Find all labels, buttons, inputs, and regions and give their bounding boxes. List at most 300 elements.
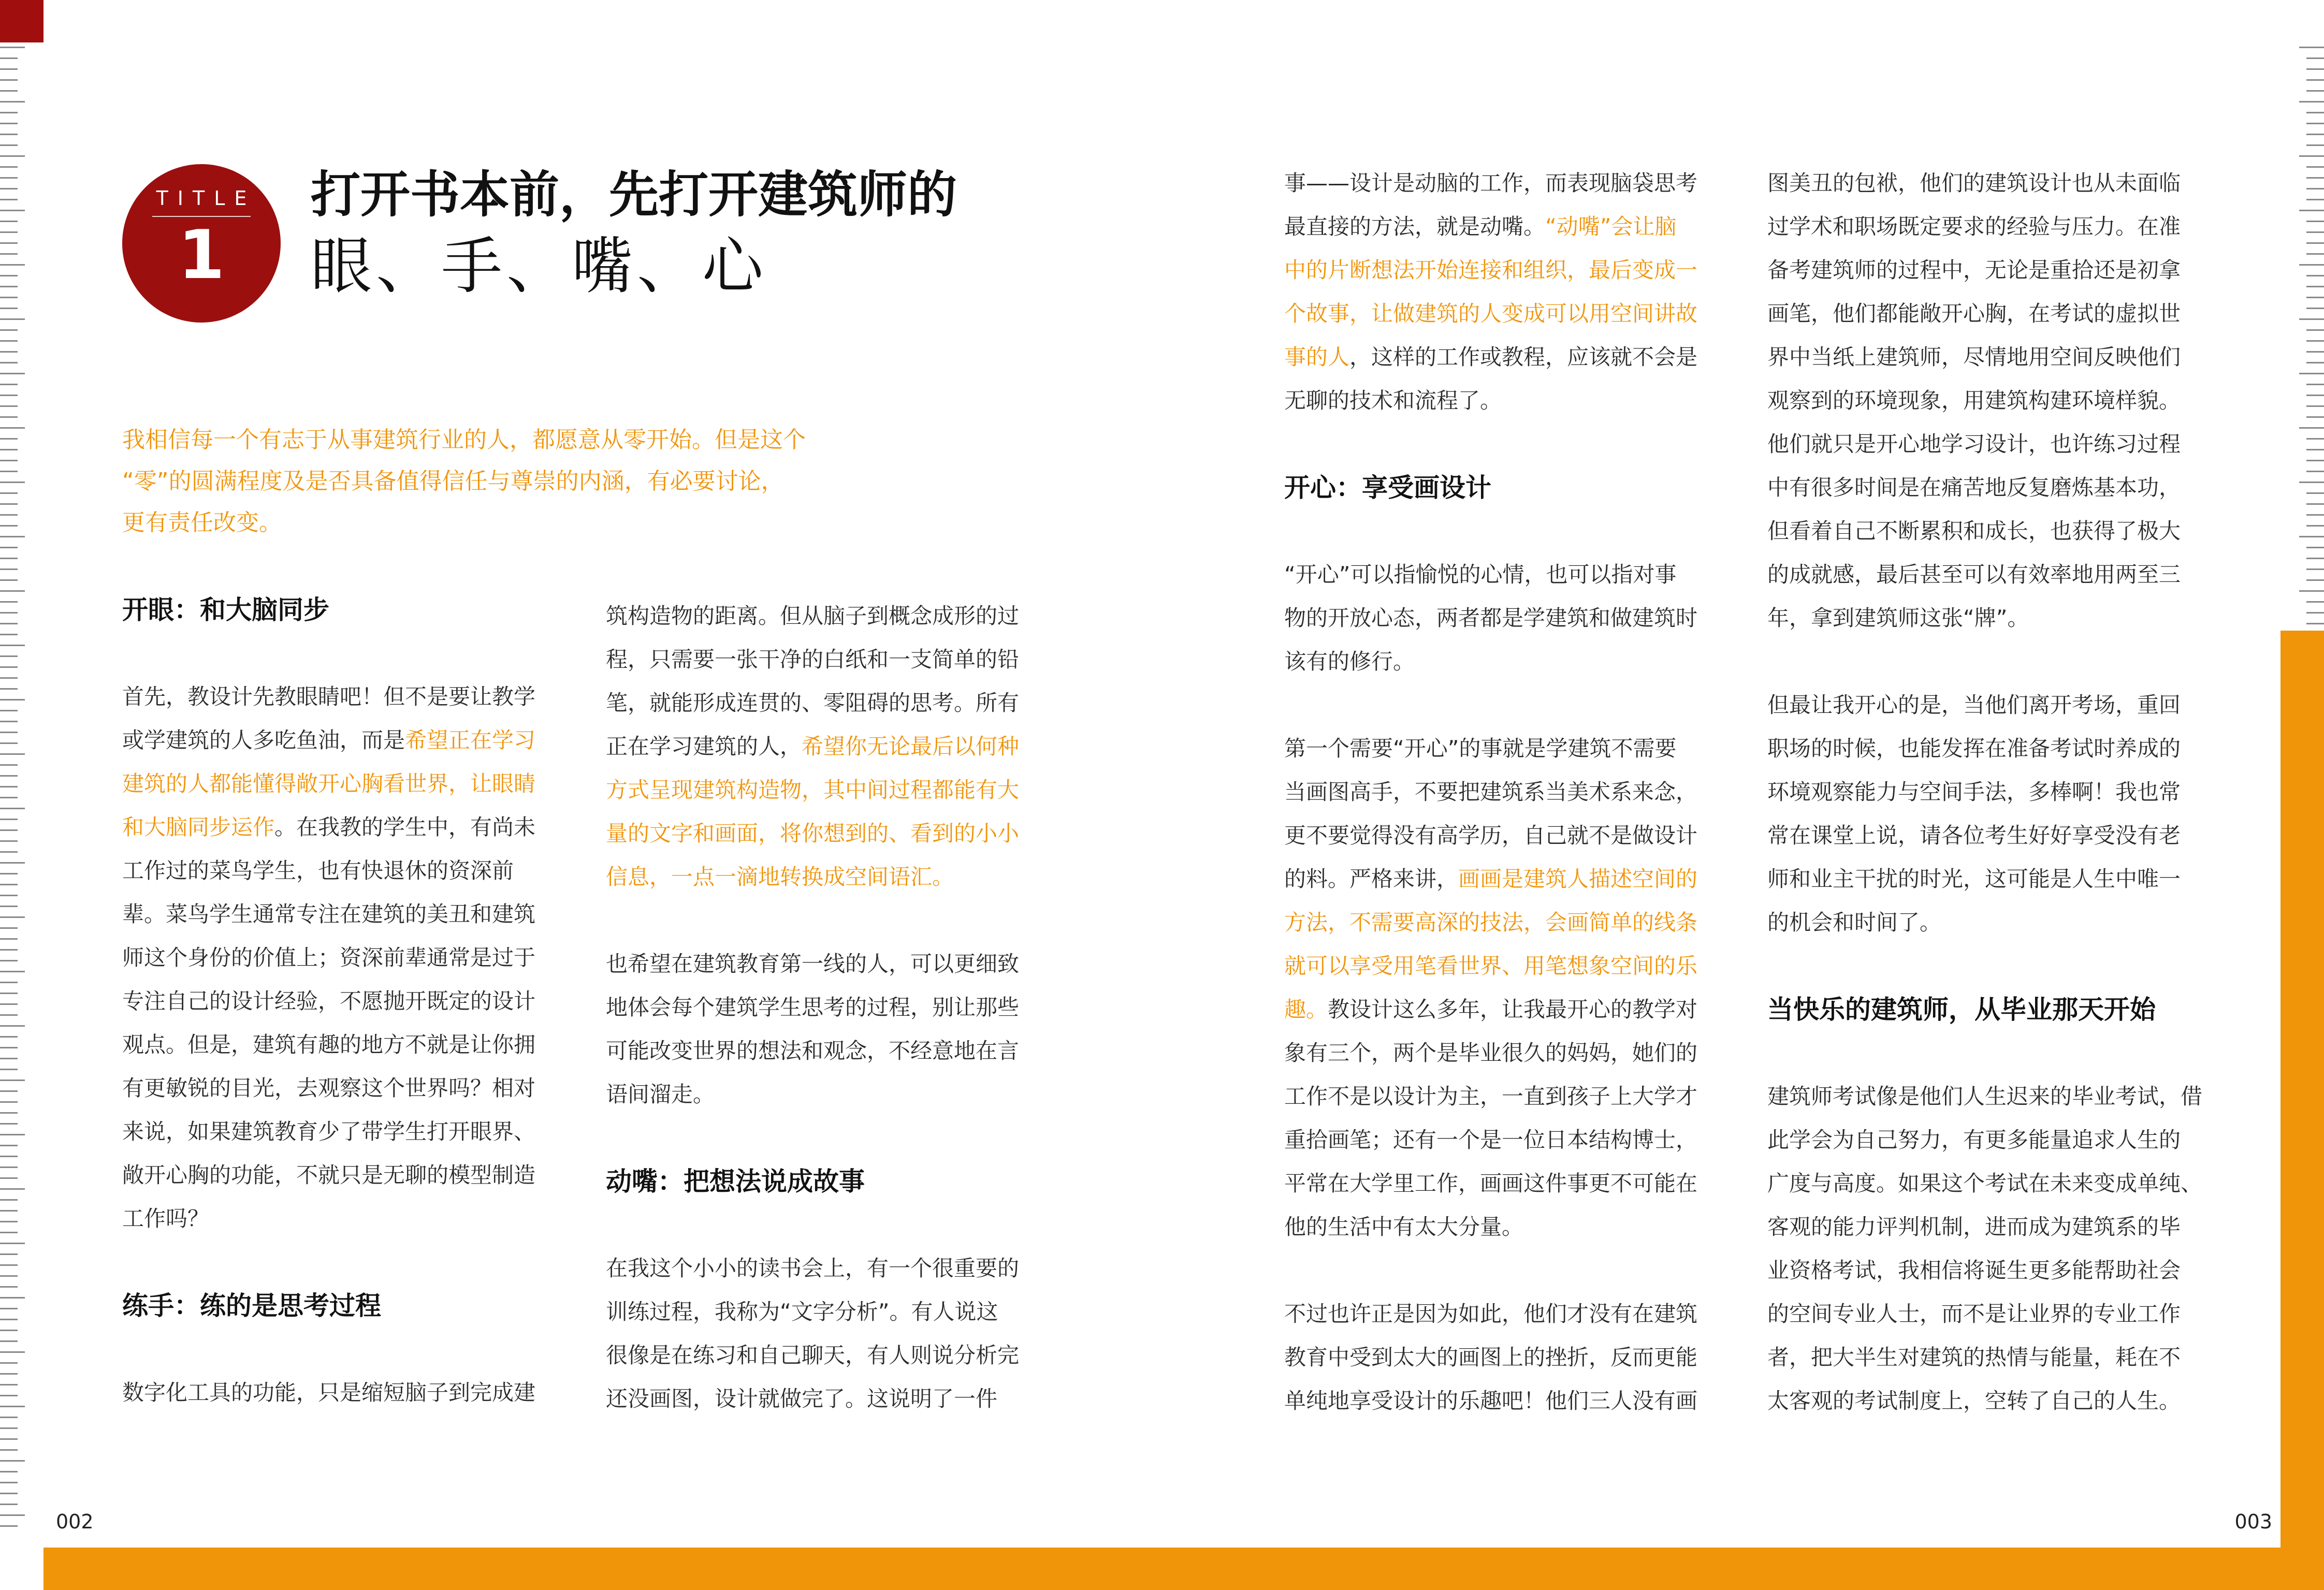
paragraph-spacer bbox=[606, 1116, 1051, 1160]
ruler-tick bbox=[0, 438, 18, 440]
right-accent-bar bbox=[2281, 631, 2324, 1549]
body-text: 师和业主干扰的时光，这可能是人生中唯一 bbox=[1767, 866, 2181, 892]
ruler-tick bbox=[0, 1003, 18, 1005]
body-text: 。在我教的学生中，有尚未 bbox=[274, 814, 536, 840]
body-text: 广度与高度。如果这个考试在未来变成单纯、 bbox=[1767, 1171, 2203, 1196]
body-text: 太客观的考试制度上，空转了自己的人生。 bbox=[1767, 1388, 2181, 1413]
ruler-tick bbox=[0, 786, 18, 787]
section-heading: 开心：享受画设计 bbox=[1284, 473, 1491, 503]
ruler-tick bbox=[0, 449, 18, 450]
ruler-tick bbox=[0, 971, 25, 972]
ruler-tick bbox=[0, 1384, 18, 1385]
ruler-tick bbox=[0, 688, 18, 690]
body-text-line bbox=[1284, 1379, 1730, 1423]
body-text: ，这样的工作或教程，应该就不会是 bbox=[1349, 344, 1698, 370]
ruler-tick bbox=[2306, 579, 2324, 581]
ruler-tick bbox=[2306, 492, 2324, 494]
body-text: 环境观察能力与空间手法，多棒啊！我也常 bbox=[1767, 779, 2181, 805]
ruler-tick bbox=[0, 1199, 18, 1201]
ruler-tick bbox=[0, 318, 25, 320]
ruler-tick bbox=[2299, 482, 2324, 483]
body-text: 工作过的菜鸟学生，也有快退休的资深前 bbox=[122, 858, 514, 883]
intro-paragraph bbox=[122, 419, 951, 544]
ruler-tick bbox=[0, 525, 18, 527]
ruler-tick bbox=[2306, 525, 2324, 527]
ruler-tick bbox=[0, 231, 18, 233]
left-ruler-margin bbox=[0, 47, 26, 1533]
ruler-tick bbox=[0, 177, 18, 179]
ruler-tick bbox=[0, 1297, 25, 1299]
ruler-tick bbox=[0, 906, 18, 907]
ruler-tick bbox=[0, 1504, 18, 1505]
ruler-tick bbox=[0, 666, 18, 668]
ruler-tick bbox=[0, 558, 18, 559]
body-text: 观察到的环境现象，用建筑构建环境样貌。 bbox=[1767, 388, 2181, 413]
body-text: 更不要觉得没有高学历，自己就不是做设计 bbox=[1284, 823, 1698, 848]
page-number-left: 002 bbox=[56, 1510, 94, 1533]
body-text: 该有的修行。 bbox=[1284, 649, 1415, 674]
ruler-tick bbox=[0, 427, 25, 429]
page-number-right: 003 bbox=[2234, 1510, 2272, 1533]
ruler-tick bbox=[0, 623, 18, 624]
body-text-line bbox=[1284, 553, 1730, 596]
body-text: 职场的时候，也能发挥在准备考试时养成的 bbox=[1767, 736, 2181, 761]
ruler-tick bbox=[2306, 199, 2324, 200]
body-text: 图美丑的包袱，他们的建筑设计也从未面临 bbox=[1767, 170, 2181, 196]
body-text-line bbox=[1767, 1118, 2213, 1162]
badge-number: 1 bbox=[178, 215, 225, 294]
body-text-line bbox=[1767, 770, 2213, 814]
ruler-tick bbox=[0, 829, 18, 831]
ruler-tick bbox=[2299, 264, 2324, 266]
body-text-line bbox=[1284, 901, 1730, 944]
ruler-tick bbox=[2306, 188, 2324, 189]
body-text: 地体会每个建筑学生思考的过程，别让那些 bbox=[606, 995, 1020, 1020]
body-text: “开心”可以指愉悦的心情，也可以指对事 bbox=[1284, 562, 1677, 587]
body-text-line bbox=[1767, 1249, 2213, 1292]
body-text: 重拾画笔；还有一个是一位日本结构博士， bbox=[1284, 1127, 1698, 1153]
body-text-line bbox=[1767, 1379, 2213, 1423]
ruler-tick bbox=[0, 797, 18, 798]
ruler-tick bbox=[0, 862, 25, 864]
body-text-line bbox=[1284, 1162, 1730, 1205]
ruler-tick bbox=[0, 1188, 25, 1190]
ruler-tick bbox=[0, 634, 18, 635]
highlighted-text: 希望你无论最后以何种 bbox=[802, 734, 1020, 759]
ruler-tick bbox=[0, 1014, 18, 1016]
body-text: 还没画图，设计就做完了。这说明了一件 bbox=[606, 1386, 998, 1411]
body-text-line bbox=[1767, 249, 2213, 292]
ruler-tick bbox=[0, 514, 18, 516]
body-text-line bbox=[606, 1029, 1051, 1073]
body-text: 数字化工具的功能，只是缩短脑子到完成建 bbox=[122, 1380, 536, 1405]
ruler-tick bbox=[0, 840, 18, 842]
ruler-tick bbox=[0, 123, 18, 124]
section-heading: 当快乐的建筑师，从毕业那天开始 bbox=[1767, 995, 2156, 1025]
ruler-tick bbox=[0, 1449, 18, 1451]
body-text: 师这个身份的价值上；资深前辈通常是过于 bbox=[122, 945, 536, 970]
body-text: 画笔，他们都能敞开心胸，在考试的虚拟世 bbox=[1767, 301, 2181, 326]
ruler-tick bbox=[0, 710, 18, 711]
ruler-tick bbox=[2306, 416, 2324, 418]
body-text: 敞开心胸的功能，不就只是无聊的模型制造 bbox=[122, 1162, 536, 1188]
ruler-tick bbox=[0, 1395, 18, 1396]
ruler-tick bbox=[2306, 405, 2324, 407]
body-text-line bbox=[606, 1290, 1051, 1334]
body-text-line bbox=[1284, 1205, 1730, 1249]
body-text-line bbox=[606, 768, 1051, 812]
ruler-tick bbox=[0, 764, 18, 766]
ruler-tick bbox=[0, 384, 18, 385]
ruler-tick bbox=[0, 1330, 18, 1331]
ruler-tick bbox=[0, 351, 18, 353]
ruler-tick bbox=[0, 1373, 18, 1375]
ruler-tick bbox=[2306, 275, 2324, 276]
ruler-tick bbox=[0, 188, 18, 189]
ruler-tick bbox=[0, 492, 18, 494]
body-text-line bbox=[1767, 422, 2213, 466]
ruler-tick bbox=[0, 1275, 18, 1277]
ruler-tick bbox=[2306, 286, 2324, 287]
body-text-line bbox=[1767, 901, 2213, 944]
highlighted-text: 中的片断想法开始连接和组织，最后变成一 bbox=[1284, 257, 1698, 283]
body-text: 的料。严格来讲， bbox=[1284, 866, 1459, 892]
ruler-tick bbox=[0, 471, 18, 472]
ruler-tick bbox=[2306, 90, 2324, 92]
body-text-line bbox=[122, 849, 568, 893]
ruler-tick bbox=[0, 1351, 25, 1353]
body-text-line bbox=[1284, 944, 1730, 988]
body-text: 者，把大半生对建筑的热情与能量，耗在不 bbox=[1767, 1345, 2181, 1370]
body-text-line bbox=[606, 1377, 1051, 1421]
body-text-line bbox=[606, 812, 1051, 855]
ruler-tick bbox=[0, 1134, 25, 1135]
ruler-tick bbox=[2306, 297, 2324, 298]
body-text-line bbox=[1284, 988, 1730, 1031]
ruler-tick bbox=[0, 1525, 18, 1527]
ruler-tick bbox=[0, 1025, 25, 1027]
body-text-line bbox=[1767, 466, 2213, 509]
ruler-tick bbox=[2306, 221, 2324, 222]
body-text: 可能改变世界的想法和观念，不经意地在言 bbox=[606, 1038, 1020, 1063]
ruler-tick bbox=[0, 1090, 18, 1092]
chapter-title-line2: 眼、手、嘴、心 bbox=[311, 230, 768, 302]
body-text: 事——设计是动脑的工作，而表现脑袋思考 bbox=[1284, 170, 1698, 196]
body-text: 业资格考试，我相信将诞生更多能帮助社会 bbox=[1767, 1258, 2181, 1283]
ruler-tick bbox=[0, 460, 18, 461]
body-text-line bbox=[1284, 1075, 1730, 1118]
body-text: 辈。菜鸟学生通常专注在建筑的美丑和建筑 bbox=[122, 901, 536, 927]
body-text: 第一个需要“开心”的事就是学建筑不需要 bbox=[1284, 736, 1677, 761]
ruler-tick bbox=[0, 144, 18, 146]
body-text-line bbox=[122, 1023, 568, 1067]
ruler-tick bbox=[2306, 460, 2324, 461]
body-text-line bbox=[1284, 1118, 1730, 1162]
body-text-line bbox=[122, 980, 568, 1023]
ruler-tick bbox=[0, 895, 18, 896]
text-column-4 bbox=[1767, 162, 2213, 1423]
text-column-3 bbox=[1284, 162, 1730, 1423]
body-text: 但最让我开心的是，当他们离开考场，重回 bbox=[1767, 692, 2181, 718]
body-text: 过学术和职场既定要求的经验与压力。在准 bbox=[1767, 214, 2181, 239]
ruler-tick bbox=[0, 373, 25, 374]
body-text-line bbox=[122, 1197, 568, 1241]
ruler-tick bbox=[0, 1101, 18, 1103]
body-text-line bbox=[1284, 1336, 1730, 1379]
ruler-tick bbox=[0, 155, 25, 157]
ruler-tick bbox=[2306, 395, 2324, 396]
ruler-tick bbox=[0, 982, 18, 983]
ruler-tick bbox=[2306, 144, 2324, 146]
paragraph-spacer bbox=[122, 1328, 568, 1371]
ruler-tick bbox=[0, 362, 18, 363]
body-text-line bbox=[122, 1110, 568, 1154]
body-text: 物的开放心态，两者都是学建筑和做建筑时 bbox=[1284, 605, 1698, 631]
ruler-tick bbox=[0, 134, 18, 135]
ruler-tick bbox=[0, 993, 18, 994]
highlighted-text: 建筑的人都能懂得敞开心胸看世界，让眼睛 bbox=[122, 771, 536, 796]
ruler-tick bbox=[0, 645, 25, 646]
ruler-tick bbox=[2306, 547, 2324, 548]
ruler-tick bbox=[0, 732, 18, 733]
body-text-line bbox=[606, 725, 1051, 768]
body-text-line bbox=[606, 1334, 1051, 1377]
ruler-tick bbox=[0, 264, 25, 266]
body-text-line bbox=[1284, 249, 1730, 292]
body-text: 首先，教设计先教眼睛吧！但不是要让教学 bbox=[122, 684, 536, 709]
highlighted-text: “动嘴”会让脑 bbox=[1545, 214, 1677, 239]
body-text: 语间溜走。 bbox=[606, 1082, 715, 1107]
body-text-line bbox=[606, 681, 1051, 725]
ruler-tick bbox=[0, 405, 18, 407]
ruler-tick bbox=[0, 210, 25, 211]
ruler-tick bbox=[0, 1069, 18, 1070]
ruler-tick bbox=[2306, 351, 2324, 353]
body-text-line bbox=[122, 893, 568, 936]
ruler-tick bbox=[0, 166, 18, 168]
body-text-line bbox=[1284, 335, 1730, 379]
ruler-tick bbox=[0, 79, 18, 81]
text-column-1 bbox=[122, 588, 568, 1414]
ruler-tick bbox=[0, 308, 18, 309]
body-text-line bbox=[1284, 1292, 1730, 1336]
paragraph-spacer bbox=[1284, 1249, 1730, 1292]
ruler-tick bbox=[2306, 438, 2324, 440]
body-text: 工作吗？ bbox=[122, 1206, 210, 1231]
ruler-tick bbox=[2299, 101, 2324, 103]
body-text-line bbox=[1767, 814, 2213, 857]
ruler-tick bbox=[0, 221, 18, 222]
ruler-tick bbox=[0, 655, 18, 657]
ruler-tick bbox=[0, 275, 18, 276]
ruler-tick bbox=[2299, 427, 2324, 429]
ruler-tick bbox=[2306, 253, 2324, 255]
ruler-tick bbox=[0, 1177, 18, 1179]
body-text: 笔，就能形成连贯的、零阻碍的思考。所有 bbox=[606, 690, 1020, 716]
ruler-tick bbox=[0, 1210, 18, 1212]
ruler-tick bbox=[0, 112, 18, 113]
body-text-line bbox=[1284, 814, 1730, 857]
ruler-tick bbox=[0, 1080, 25, 1081]
ruler-tick bbox=[0, 340, 18, 342]
ruler-tick bbox=[2306, 57, 2324, 59]
body-text-line bbox=[1284, 727, 1730, 770]
ruler-tick bbox=[2306, 166, 2324, 168]
body-text: 平常在大学里工作，画画这件事更不可能在 bbox=[1284, 1171, 1698, 1196]
body-text-line bbox=[1767, 596, 2213, 640]
body-text-line bbox=[606, 638, 1051, 681]
ruler-tick bbox=[0, 1417, 18, 1418]
ruler-tick bbox=[0, 938, 18, 940]
highlighted-text: 方式呈现建筑构造物，其中间过程都能有大 bbox=[606, 777, 1020, 803]
intro-line: “零”的圆满程度及是否具备值得信任与尊崇的内涵，有必要讨论， bbox=[122, 468, 784, 494]
section-heading: 开眼：和大脑同步 bbox=[122, 595, 329, 625]
body-text-line bbox=[606, 986, 1051, 1029]
ruler-tick bbox=[0, 742, 18, 744]
ruler-tick bbox=[0, 873, 18, 874]
body-text: 象有三个，两个是毕业很久的妈妈，她们的 bbox=[1284, 1040, 1698, 1066]
intro-line: 更有责任改变。 bbox=[122, 509, 282, 536]
body-text-line bbox=[1767, 683, 2213, 727]
paragraph-spacer bbox=[1767, 944, 2213, 988]
body-text-line bbox=[1284, 857, 1730, 901]
paragraph-spacer bbox=[606, 899, 1051, 942]
highlighted-text: 趣。 bbox=[1284, 997, 1328, 1022]
body-text-line bbox=[122, 1154, 568, 1197]
ruler-tick bbox=[0, 1123, 18, 1125]
body-text-line bbox=[1284, 596, 1730, 640]
body-text: 界中当纸上建筑师，尽情地用空间反映他们 bbox=[1767, 344, 2181, 370]
ruler-tick bbox=[0, 612, 18, 614]
body-text-line bbox=[122, 762, 568, 806]
body-text: 正在学习建筑的人， bbox=[606, 734, 802, 759]
section-heading: 动嘴：把想法说成故事 bbox=[606, 1166, 865, 1197]
paragraph-spacer bbox=[1284, 422, 1730, 466]
ruler-tick bbox=[0, 1471, 18, 1472]
ruler-tick bbox=[0, 916, 25, 918]
body-text: 在我这个小小的读书会上，有一个很重要的 bbox=[606, 1256, 1020, 1281]
ruler-tick bbox=[2306, 123, 2324, 124]
paragraph-spacer bbox=[1284, 683, 1730, 727]
ruler-tick bbox=[0, 1286, 18, 1288]
ruler-tick bbox=[2306, 362, 2324, 363]
ruler-tick bbox=[0, 1493, 18, 1494]
ruler-tick bbox=[0, 1308, 18, 1309]
body-text: 有更敏锐的目光，去观察这个世界吗？相对 bbox=[122, 1075, 536, 1101]
ruler-tick bbox=[2306, 623, 2324, 624]
body-text-line bbox=[1767, 509, 2213, 553]
body-text: 程，只需要一张干净的白纸和一支简单的铅 bbox=[606, 647, 1020, 672]
body-text: 年，拿到建筑师这张“牌”。 bbox=[1767, 605, 2029, 631]
ruler-tick bbox=[2306, 308, 2324, 309]
ruler-tick bbox=[0, 68, 18, 70]
body-text-line bbox=[1284, 162, 1730, 205]
body-text: 来说，如果建筑教育少了带学生打开眼界、 bbox=[122, 1119, 536, 1144]
body-text: 教育中受到太大的画图上的挫折，反而更能 bbox=[1284, 1345, 1698, 1370]
body-text: 筑构造物的距离。但从脑子到概念成形的过 bbox=[606, 603, 1020, 629]
ruler-tick bbox=[2299, 47, 2324, 48]
body-text-line bbox=[1767, 727, 2213, 770]
ruler-tick bbox=[0, 819, 18, 820]
highlighted-text: 希望正在学习 bbox=[405, 727, 536, 753]
body-text-line bbox=[1767, 379, 2213, 422]
body-text-line bbox=[1767, 553, 2213, 596]
ruler-tick bbox=[2299, 536, 2324, 537]
highlighted-text: 和大脑同步运作 bbox=[122, 814, 275, 840]
ruler-tick bbox=[2306, 79, 2324, 81]
ruler-tick bbox=[0, 1058, 18, 1059]
ruler-tick bbox=[2299, 210, 2324, 211]
body-text: 的成就感，最后甚至可以有效率地用两至三 bbox=[1767, 562, 2181, 587]
body-text-line bbox=[1284, 292, 1730, 335]
ruler-tick bbox=[0, 568, 18, 570]
body-text-line bbox=[1767, 335, 2213, 379]
body-text-line bbox=[1284, 770, 1730, 814]
corner-accent-block bbox=[0, 0, 43, 42]
ruler-tick bbox=[0, 1047, 18, 1048]
body-text: 观点。但是，建筑有趣的地方不就是让你拥 bbox=[122, 1032, 536, 1057]
ruler-tick bbox=[0, 1427, 18, 1429]
paragraph-spacer bbox=[122, 632, 568, 675]
ruler-tick bbox=[0, 1156, 18, 1157]
highlighted-text: 事的人 bbox=[1284, 344, 1350, 370]
body-text-line bbox=[1284, 205, 1730, 249]
body-text: 专注自己的设计经验，不愿抛开既定的设计 bbox=[122, 988, 536, 1014]
highlighted-text: 个故事，让做建筑的人变成可以用空间讲故 bbox=[1284, 301, 1698, 326]
ruler-tick bbox=[0, 1319, 18, 1320]
ruler-tick bbox=[0, 57, 18, 59]
body-text-line bbox=[1767, 1075, 2213, 1118]
body-text-line bbox=[122, 1371, 568, 1414]
ruler-tick bbox=[2306, 68, 2324, 70]
ruler-tick bbox=[0, 1145, 18, 1146]
ruler-tick bbox=[2306, 177, 2324, 179]
ruler-tick bbox=[0, 775, 18, 777]
ruler-tick bbox=[0, 547, 18, 548]
ruler-tick bbox=[0, 960, 18, 961]
body-text: 中有很多时间是在痛苦地反复磨炼基本功， bbox=[1767, 475, 2181, 500]
body-text-line bbox=[122, 806, 568, 849]
ruler-tick bbox=[0, 1221, 18, 1222]
body-text-line bbox=[1767, 1292, 2213, 1336]
ruler-tick bbox=[0, 329, 18, 331]
ruler-tick bbox=[0, 253, 18, 255]
body-text-line bbox=[1767, 857, 2213, 901]
ruler-tick bbox=[0, 503, 18, 505]
body-text: 建筑师考试像是他们人生迟来的毕业考试，借 bbox=[1767, 1084, 2203, 1109]
badge-label: TITLE bbox=[156, 187, 256, 210]
ruler-tick bbox=[2306, 449, 2324, 450]
ruler-tick bbox=[2299, 373, 2324, 374]
body-text: 训练过程，我称为“文字分析”。有人说这 bbox=[606, 1299, 998, 1324]
ruler-tick bbox=[2306, 112, 2324, 113]
body-text: 教设计这么多年，让我最开心的教学对 bbox=[1328, 997, 1698, 1022]
title-badge bbox=[122, 164, 281, 323]
body-text-line bbox=[1767, 1205, 2213, 1249]
ruler-tick bbox=[0, 297, 18, 298]
paragraph-spacer bbox=[122, 1241, 568, 1284]
ruler-tick bbox=[0, 395, 18, 396]
ruler-tick bbox=[0, 808, 25, 809]
highlighted-text: 就可以享受用笔看世界、用笔想象空间的乐 bbox=[1284, 953, 1698, 979]
body-text: 的机会和时间了。 bbox=[1767, 910, 1942, 935]
ruler-tick bbox=[0, 1036, 18, 1038]
body-text-line bbox=[1284, 640, 1730, 683]
ruler-tick bbox=[2299, 155, 2324, 157]
body-text: 工作不是以设计为主，一直到孩子上大学才 bbox=[1284, 1084, 1698, 1109]
section-heading: 练手：练的是思考过程 bbox=[122, 1291, 381, 1321]
ruler-tick bbox=[0, 590, 25, 592]
